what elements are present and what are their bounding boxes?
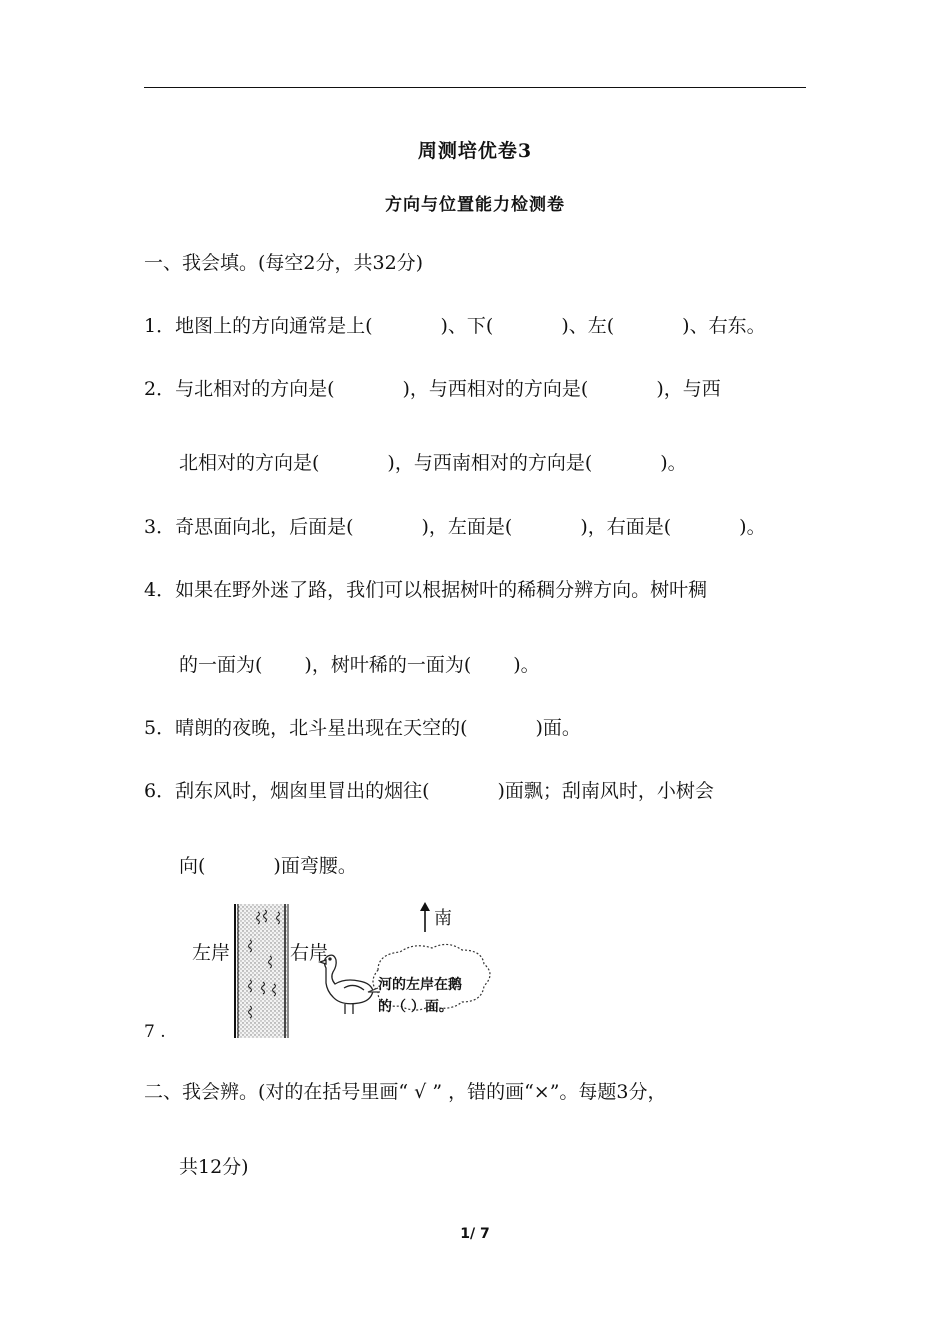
question-number: 5． [144, 717, 176, 739]
q2-text: )，与西相对的方向是( [402, 378, 589, 400]
q1-text: )、右东。 [682, 315, 766, 337]
q6-text: 刮东风时，烟囱里冒出的烟往( [175, 780, 430, 802]
q3-text: )，左面是( [421, 516, 513, 538]
question-number: 1． [144, 315, 176, 337]
q2-text: )，与西 [656, 378, 721, 400]
page-number: 1/ 7 [460, 1226, 490, 1242]
right-bank-label: 右岸 [290, 942, 329, 964]
q6-text: )面弯腰。 [273, 855, 357, 877]
left-bank-label: 左岸 [192, 942, 231, 964]
q4-text: 如果在野外迷了路，我们可以根据树叶的稀稠分辨方向。树叶稠 [175, 579, 708, 601]
q6-text: 向( [179, 855, 206, 877]
river-goose-figure [190, 898, 510, 1043]
bubble-text-2: 的（ ）面。 [378, 999, 453, 1015]
q1-text: 地图上的方向通常是上( [175, 315, 373, 337]
bubble-text-1: 河的左岸在鹅 [378, 977, 462, 993]
question-3 [144, 515, 766, 539]
q2-text: )，与西南相对的方向是( [387, 452, 593, 474]
section1-heading: 一、我会填。(每空2分，共32分) [144, 252, 424, 274]
question-number: 3． [144, 516, 176, 538]
question-2-cont [179, 451, 687, 475]
q4-text: 的一面为( [179, 654, 263, 676]
question-6-cont [179, 854, 357, 878]
river-diagram [190, 898, 510, 1043]
question-number: 6． [144, 780, 176, 802]
q2-text: 与北相对的方向是( [175, 378, 335, 400]
q1-text: )、下( [440, 315, 494, 337]
page-title: 周测培优卷3 [417, 140, 533, 162]
question-number: 2． [144, 378, 176, 400]
header-rule [144, 87, 806, 88]
river [237, 904, 287, 1038]
q3-text: 奇思面向北，后面是( [175, 516, 354, 538]
q4-text: )，树叶稀的一面为( [304, 654, 472, 676]
question-2 [144, 377, 721, 401]
question-4 [144, 578, 707, 602]
question-number: 4． [144, 579, 176, 601]
q2-text: 北相对的方向是( [179, 452, 320, 474]
q5-text: 晴朗的夜晚，北斗星出现在天空的( [175, 717, 468, 739]
q3-text: )。 [739, 516, 766, 538]
q5-text: )面。 [535, 717, 581, 739]
q2-text: )。 [660, 452, 687, 474]
q6-text: )面飘；刮南风时，小树会 [497, 780, 714, 802]
question-6 [144, 779, 714, 803]
q1-text: )、左( [561, 315, 615, 337]
section2-heading: 二、我会辨。(对的在括号里画“ √ ” ，错的画“×”。每题3分， [144, 1081, 667, 1103]
question-4-cont [179, 653, 540, 677]
page-subtitle: 方向与位置能力检测卷 [385, 195, 565, 215]
q3-text: )，右面是( [580, 516, 672, 538]
section2-heading-cont: 共12分) [179, 1156, 249, 1178]
question-1 [144, 314, 766, 338]
south-label: 南 [434, 908, 452, 929]
question-number: 7 . [144, 1022, 166, 1042]
q4-text: )。 [513, 654, 540, 676]
question-5 [144, 716, 581, 740]
